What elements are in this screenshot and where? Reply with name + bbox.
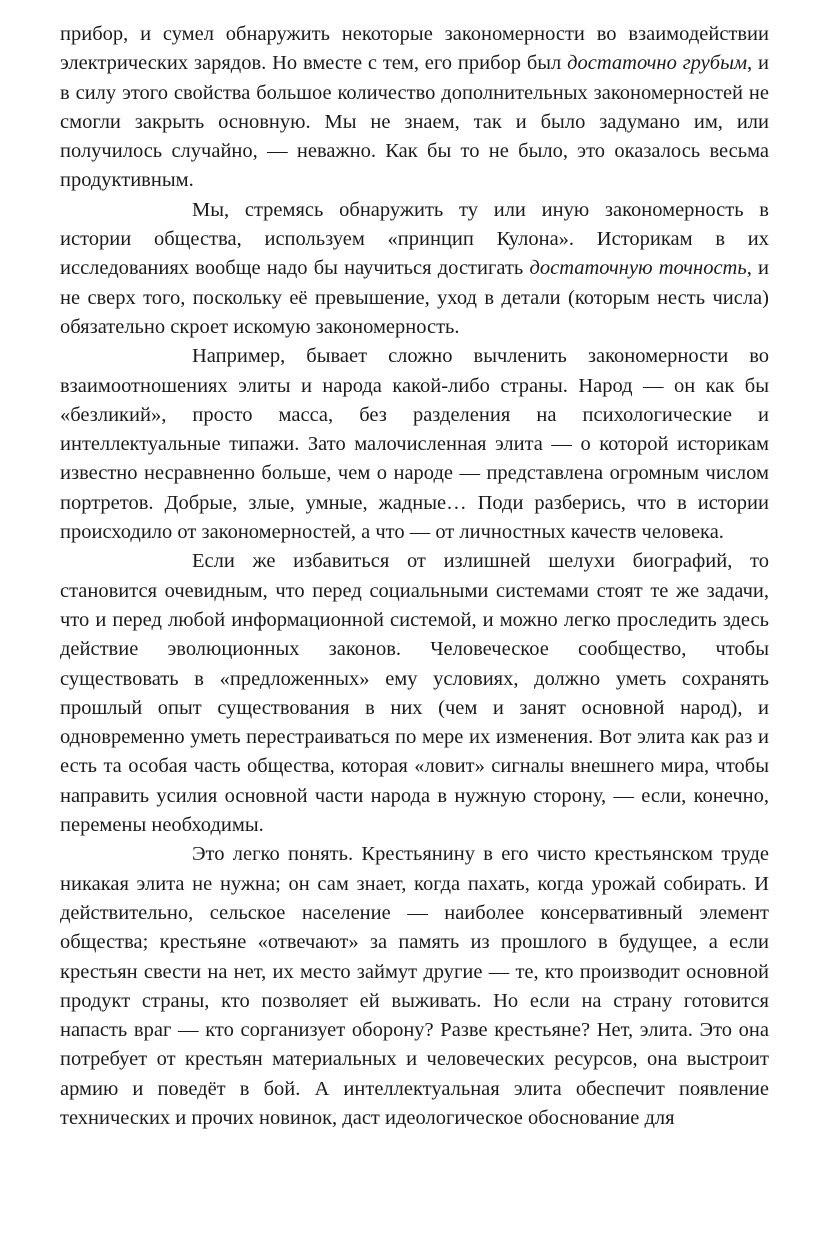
document-page xyxy=(60,20,769,1133)
paragraph-2-emphasis: достаточную точность xyxy=(529,257,747,280)
paragraph-3 xyxy=(60,342,769,547)
paragraph-5 xyxy=(60,840,769,1133)
paragraph-1-emphasis: достаточно грубым xyxy=(567,52,748,75)
paragraph-2-text-2: , и не сверх того, поскольку её превышение, уход в детали (которым несть числа) обязательно скроет искомую закономерность. xyxy=(60,257,769,338)
paragraph-2 xyxy=(60,196,769,342)
paragraph-4-text: Если же избавиться от излишней шелухи биографий, то становится очевидным, что перед социальными системами стоят те же задачи, что и перед любой информационной системой, и можно легко проследить здесь действие эволюционных законов. Человеческое сообщество, чтобы существовать в «предложенных» ему условиях, должно уметь сохранять прошлый опыт существования в них (чем и занят основной народ), и одновременно уметь перестраиваться по мере их изменения. Вот элита как раз и есть та особая часть общества, которая «ловит» сигналы внешнего мира, чтобы направить усилия основной части народа в нужную сторону, — если, конечно, перемены необходимы. xyxy=(60,550,769,837)
paragraph-1 xyxy=(60,20,769,196)
paragraph-3-text: Например, бывает сложно вычленить закономерности во взаимоотношениях элиты и народа какой-либо страны. Народ — он как бы «безликий», просто масса, без разделения на психологические и интеллектуальные типажи. Зато малочисленная элита — о которой историкам известно несравненно больше, чем о народе — представлена огромным числом портретов. Добрые, злые, умные, жадные… Поди разберись, что в истории происходило от закономерностей, а что — от личностных качеств человека. xyxy=(60,345,769,544)
paragraph-1-text-1: прибор, и сумел обнаружить некоторые закономерности во взаимодействии электрических зарядов. Но вместе с тем, его прибор был xyxy=(60,23,769,75)
paragraph-2-text-1: Мы, стремясь обнаружить ту или иную закономерность в истории общества, используем «принцип Кулона». Историкам в их исследованиях вообще надо бы научиться достигать xyxy=(60,198,769,280)
paragraph-4 xyxy=(60,547,769,840)
paragraph-1-text-2: , и в силу этого свойства большое количество дополнительных закономерностей не смогли закрыть основную. Мы не знаем, так и было задумано им, или получилось случайно, — неважно. Как бы то не было, это оказалось весьма продуктивным. xyxy=(60,52,769,192)
paragraph-5-text: Это легко понять. Крестьянину в его чисто крестьянском труде никакая элита не нужна; он сам знает, когда пахать, когда урожай собирать. И действительно, сельское население — наиболее консервативный элемент общества; крестьяне «отвечают» за память из прошлого в будущее, а если крестьян свести на нет, их место займут другие — те, кто производит основной продукт страны, кто позволяет ей выживать. Но если на страну готовится напасть враг — кто сорганизует оборону? Разве крестьяне? Нет, элита. Это она потребует от крестьян материальных и человеческих ресурсов, она выстроит армию и поведёт в бой. А интеллектуальная элита обеспечит появление технических и прочих новинок, даст идеологическое обоснование для xyxy=(60,843,769,1129)
